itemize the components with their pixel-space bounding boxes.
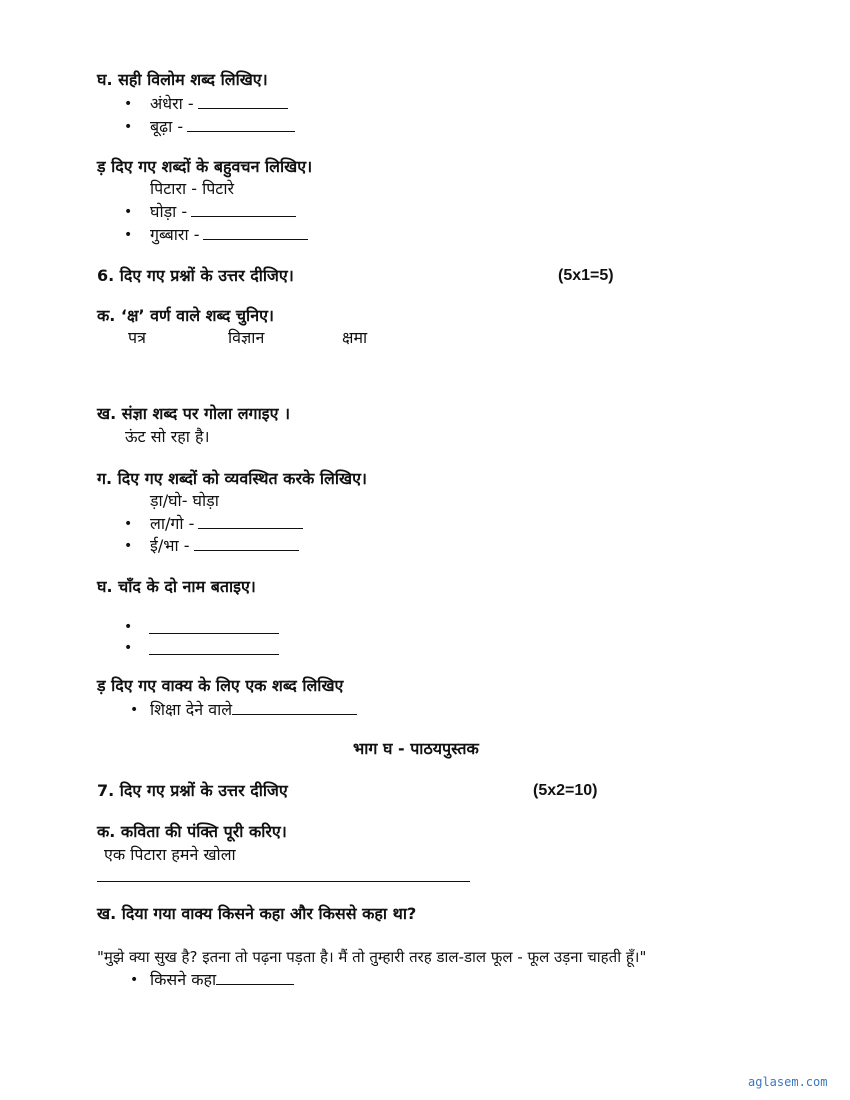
bullet: • <box>124 119 133 135</box>
item-text: गुब्बारा - <box>150 225 200 244</box>
bullet: • <box>124 516 133 532</box>
list-item <box>150 202 296 222</box>
question-heading: घ. चाँद के दो नाम बताइए। <box>97 577 256 596</box>
question-heading: घ. सही विलोम शब्द लिखिए। <box>97 70 268 89</box>
list-item <box>150 514 303 534</box>
answer-blank[interactable] <box>149 654 279 655</box>
question-heading: ड़ दिए गए वाक्य के लिए एक शब्द लिखिए <box>97 676 344 695</box>
list-item <box>150 970 294 990</box>
answer-blank[interactable] <box>191 202 296 217</box>
question-heading: ख. दिया गया वाक्य किसने कहा और किससे कहा था? <box>97 904 417 923</box>
bullet: • <box>124 538 133 554</box>
answer-blank[interactable] <box>194 536 299 551</box>
item-text: किसने कहा <box>150 970 217 989</box>
sentence: ऊंट सो रहा है। <box>125 427 210 446</box>
answer-blank[interactable] <box>198 94 288 109</box>
question-heading: ख. संज्ञा शब्द पर गोला लगाइए । <box>97 404 291 423</box>
bullet: • <box>130 702 139 718</box>
item-text: शिक्षा देने वाले <box>150 700 233 719</box>
question-heading: क. ‘क्ष’ वर्ण वाले शब्द चुनिए। <box>97 306 274 325</box>
answer-blank[interactable] <box>149 633 279 634</box>
question-heading: ड़ दिए गए शब्दों के बहुवचन लिखिए। <box>97 157 313 176</box>
option: क्षमा <box>342 328 368 347</box>
answer-blank[interactable] <box>232 700 357 715</box>
question-heading: 7. दिए गए प्रश्नों के उत्तर दीजिए <box>97 781 288 800</box>
list-item <box>150 225 308 245</box>
question-heading: क. कविता की पंक्ति पूरी करिए। <box>97 822 287 841</box>
option: पत्र <box>128 328 146 347</box>
answer-blank[interactable] <box>187 117 295 132</box>
marks: (5x2=10) <box>533 782 598 799</box>
item-text: ई/भा - <box>150 536 190 555</box>
bullet: • <box>124 204 133 220</box>
item-text: बूढ़ा - <box>150 117 184 136</box>
list-item <box>150 94 288 114</box>
list-item <box>150 117 295 137</box>
quote: "मुझे क्या सुख है? इतना तो पढ़ना पड़ता है। मैं तो तुम्हारी तरह डाल-डाल फूल - फूल उड़ना चाहती हूँ।" <box>97 948 647 966</box>
question-heading: 6. दिए गए प्रश्नों के उत्तर दीजिए। <box>97 266 294 285</box>
watermark: aglasem.com <box>748 1075 828 1089</box>
bullet: • <box>124 619 133 635</box>
poem-line: एक पिटारा हमने खोला <box>104 845 236 864</box>
option: विज्ञान <box>228 328 265 347</box>
list-item <box>150 536 299 556</box>
answer-blank[interactable] <box>97 881 470 882</box>
example: पिटारा - पिटारे <box>150 179 235 198</box>
item-text: ला/गो - <box>150 514 195 533</box>
answer-blank[interactable] <box>198 514 303 529</box>
section-title: भाग घ - पाठयपुस्तक <box>353 739 479 758</box>
answer-blank[interactable] <box>216 970 294 985</box>
bullet: • <box>124 640 133 656</box>
bullet: • <box>124 227 133 243</box>
answer-blank[interactable] <box>203 225 308 240</box>
question-heading: ग. दिए गए शब्दों को व्यवस्थित करके लिखिए। <box>97 469 367 488</box>
item-text: अंधेरा - <box>150 94 194 113</box>
example: ड़ा/घो- घोड़ा <box>150 491 219 510</box>
bullet: • <box>124 96 133 112</box>
item-text: घोड़ा - <box>150 202 188 221</box>
bullet: • <box>130 972 139 988</box>
marks: (5x1=5) <box>558 267 614 284</box>
list-item <box>150 700 357 720</box>
